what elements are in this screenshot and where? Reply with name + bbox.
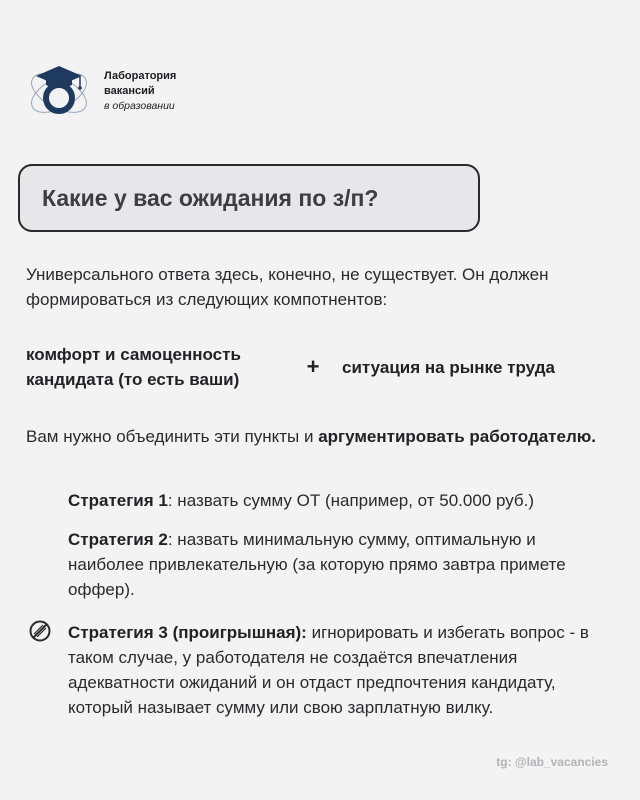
formula-right: ситуация на рынке труда [342, 357, 555, 377]
strategy-2-label: Стратегия 2 [68, 530, 168, 549]
prohibited-icon [28, 619, 52, 643]
strategy-1-text: : назвать сумму ОТ (например, от 50.000 руб.) [167, 491, 535, 510]
page-title: Какие у вас ожидания по з/п? [18, 164, 480, 232]
strategy-2-text: : назвать минимальную сумму, оптимальную и наиболее привлекательную (за которую прямо завтра примете оффер). [68, 530, 566, 599]
footer-handle: tg: @lab_vacancies [496, 755, 608, 769]
strategy-3 [68, 620, 608, 720]
logo-line-3: в образовании [104, 99, 175, 112]
formula-left: комфорт и самоценность кандидата (то есть ваши) [26, 345, 241, 389]
logo-text [104, 69, 176, 114]
plus-sign: + [306, 354, 320, 379]
combine-bold: аргументировать работодателю. [318, 427, 597, 446]
strategy-1 [68, 488, 608, 513]
graduation-cap-orbit-logo-icon [22, 60, 96, 122]
formula [26, 342, 626, 392]
logo [22, 60, 176, 122]
intro-text: Универсального ответа здесь, конечно, не существует. Он должен формироваться из следующих компотнентов: [26, 265, 549, 309]
logo-line-1: Лаборатория [104, 69, 177, 82]
strategy-2 [68, 527, 608, 602]
strategy-1-label: Стратегия 1 [68, 491, 168, 510]
strategy-3-label: Стратегия 3 (проигрышная): [68, 623, 307, 642]
combine-paragraph [26, 424, 616, 449]
combine-text: Вам нужно объединить эти пункты и [26, 427, 319, 446]
logo-line-2: вакансий [104, 84, 155, 97]
strategy-3-text: игнорировать и избегать вопрос - в таком случае, у работодателя не создаётся впечатления адекватности ожиданий и он отдаст предпочтения кандидату, который называет сумму или свою зарплатную вилку. [68, 623, 589, 717]
